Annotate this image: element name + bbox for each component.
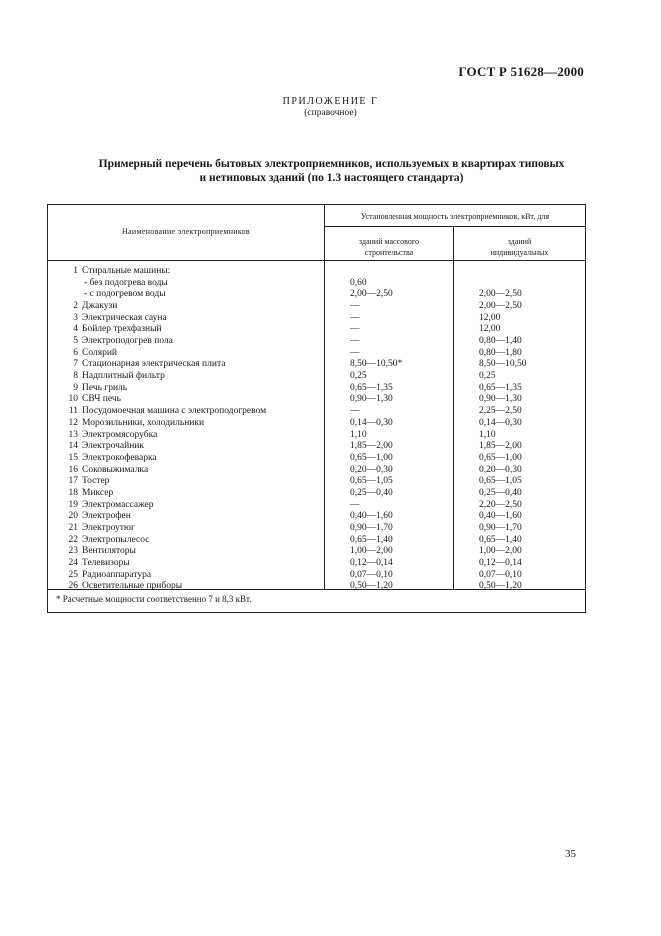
power-mass-buildings: 0,12—0,14 [350, 558, 393, 568]
table-row [48, 465, 587, 477]
table-row [48, 570, 587, 582]
appliance-name: Бойлер трехфазный [82, 324, 162, 335]
power-mass-buildings: 0,20—0,30 [350, 464, 393, 475]
power-mass-buildings: 8,50—10,50* [350, 359, 403, 370]
power-mass-buildings: 0,65—1,35 [350, 382, 393, 393]
appliance-name: Соковыжималка [82, 464, 149, 475]
table-row [48, 546, 587, 558]
power-mass-buildings: 1,10 [350, 429, 367, 440]
row-number: 23 [68, 546, 78, 557]
appliance-name: Электроподогрев пола [82, 336, 173, 347]
power-individual-buildings: 0,80—1,80 [479, 347, 522, 358]
row-number: 14 [68, 441, 78, 452]
table-row [48, 581, 587, 593]
header-text: зданий [507, 237, 532, 246]
appliance-name: Электроутюг [82, 522, 135, 533]
power-mass-buildings: 0,65—1,40 [350, 534, 393, 545]
power-individual-buildings: 1,00—2,00 [479, 546, 522, 557]
row-number: 24 [68, 558, 78, 568]
standard-number: ГОСТ Р 51628—2000 [458, 64, 584, 79]
row-number: 21 [68, 522, 78, 533]
table-row [48, 324, 587, 336]
table-row [48, 394, 587, 406]
row-number: 11 [68, 406, 78, 417]
row-number: 22 [68, 534, 78, 545]
power-individual-buildings: 2,00—2,50 [479, 289, 522, 300]
power-individual-buildings: 0,90—1,30 [479, 394, 522, 405]
table-row [48, 535, 587, 547]
appliance-name: Электрофен [82, 511, 131, 522]
row-number: 20 [68, 511, 78, 522]
power-individual-buildings: 1,85—2,00 [479, 441, 522, 452]
table-row [48, 406, 587, 418]
power-mass-buildings: 0,50—1,20 [350, 581, 393, 592]
row-number: 8 [73, 371, 78, 382]
appliance-name: Стационарная электрическая плита [82, 359, 226, 370]
column-header-power: Установленная мощность электроприемников, кВт, для [360, 212, 550, 221]
appliance-name: Тостер [82, 476, 110, 487]
power-individual-buildings: 0,50—1,20 [479, 581, 522, 592]
table-row [48, 289, 587, 301]
appliance-name: Солярий [82, 347, 117, 358]
appliance-name: Надплитный фильтр [82, 371, 165, 382]
row-number: 17 [68, 476, 78, 487]
header-text: строительства [364, 248, 414, 257]
power-individual-buildings: 12,00 [479, 312, 501, 323]
power-mass-buildings: 0,90—1,70 [350, 522, 393, 533]
row-number: 5 [73, 336, 78, 347]
power-mass-buildings: 0,25 [350, 371, 367, 382]
subheader-divider [325, 226, 585, 227]
appliance-name: Электропылесос [82, 534, 150, 545]
row-number: 10 [68, 394, 78, 405]
table-row [48, 488, 587, 500]
column-header-mass-buildings [325, 236, 453, 258]
power-individual-buildings: 0,25 [479, 371, 496, 382]
footnote: * Расчетные мощности соответственно 7 и 8,3 кВт. [56, 594, 252, 604]
table-row [48, 523, 587, 535]
appliance-name: Вентиляторы [82, 546, 136, 557]
power-mass-buildings: 0,90—1,30 [350, 394, 393, 405]
row-number: 9 [73, 382, 78, 393]
appliance-name: Посудомоечная машина с электроподогревом [82, 406, 267, 417]
table-row [48, 348, 587, 360]
appendix-subtitle: (справочное) [304, 108, 357, 118]
header-text: зданий массового [359, 237, 419, 246]
table-row [48, 511, 587, 523]
table-row [48, 313, 587, 325]
row-number: 7 [73, 359, 78, 370]
appliance-name: Печь гриль [82, 382, 128, 393]
power-mass-buildings: 0,14—0,30 [350, 417, 393, 428]
power-individual-buildings: 0,65—1,40 [479, 534, 522, 545]
power-individual-buildings: 1,10 [479, 429, 496, 440]
appliance-name: Миксер [82, 487, 114, 498]
power-individual-buildings: 12,00 [479, 324, 501, 335]
power-individual-buildings: 0,14—0,30 [479, 417, 522, 428]
row-number: 6 [73, 347, 78, 358]
power-mass-buildings: 0,65—1,05 [350, 476, 393, 487]
power-individual-buildings: 0,40—1,60 [479, 511, 522, 522]
table-row [48, 278, 587, 290]
appliance-name: Джакузи [82, 301, 118, 312]
appliance-name: Электромассажер [82, 499, 154, 510]
row-number: 15 [68, 452, 78, 463]
power-mass-buildings: — [350, 406, 360, 417]
appliances-table [47, 204, 586, 613]
title-line-2: и нетиповых зданий (по 1.3 настоящего стандарта) [199, 172, 464, 184]
power-mass-buildings: 0,25—0,40 [350, 487, 393, 498]
appliance-name: Стиральные машины: [82, 266, 171, 276]
appendix-title: ПРИЛОЖЕНИЕ Г [282, 96, 379, 107]
header-divider [48, 260, 585, 261]
appliance-name: Радиоаппаратура [82, 569, 152, 580]
power-mass-buildings: — [350, 336, 360, 347]
appliance-name: - с подогревом воды [84, 289, 166, 300]
power-individual-buildings: 0,20—0,30 [479, 464, 522, 475]
table-row [48, 558, 587, 570]
power-individual-buildings: 8,50—10,50 [479, 359, 527, 370]
power-mass-buildings: 0,60 [350, 277, 367, 288]
power-individual-buildings: 0,80—1,40 [479, 336, 522, 347]
row-number: 25 [68, 569, 78, 580]
power-individual-buildings: 0,65—1,05 [479, 476, 522, 487]
row-number: 2 [73, 301, 78, 312]
row-number: 3 [73, 312, 78, 323]
appliance-name: СВЧ печь [82, 394, 121, 405]
table-row [48, 441, 587, 453]
power-mass-buildings: 2,00—2,50 [350, 289, 393, 300]
table-row [48, 371, 587, 383]
column-header-name: Наименование электроприемников [121, 227, 251, 236]
table-row [48, 359, 587, 371]
appliance-name: - без подогрева воды [84, 277, 168, 288]
table-row [48, 430, 587, 442]
power-mass-buildings: — [350, 324, 360, 335]
header-text: индивидуальных [490, 248, 549, 257]
power-mass-buildings: 0,65—1,00 [350, 452, 393, 463]
table-row [48, 301, 587, 313]
power-mass-buildings: 0,40—1,60 [350, 511, 393, 522]
row-number: 16 [68, 464, 78, 475]
power-individual-buildings: 0,90—1,70 [479, 522, 522, 533]
title-line-1: Примерный перечень бытовых электроприемников, используемых в квартирах типовых [98, 158, 565, 170]
power-mass-buildings: 1,00—2,00 [350, 546, 393, 557]
column-header-individual-buildings [454, 236, 585, 258]
power-individual-buildings: 2,00—2,50 [479, 301, 522, 312]
appliance-name: Электромясорубка [82, 429, 158, 440]
appliance-name: Осветительные приборы [82, 581, 183, 592]
power-mass-buildings: 1,85—2,00 [350, 441, 393, 452]
power-individual-buildings: 0,65—1,00 [479, 452, 522, 463]
power-mass-buildings: — [350, 312, 360, 323]
document-title [60, 157, 603, 185]
power-mass-buildings: — [350, 347, 360, 358]
row-number: 1 [73, 266, 78, 276]
power-mass-buildings: 0,07—0,10 [350, 569, 393, 580]
power-individual-buildings: 2,25—2,50 [479, 406, 522, 417]
appliance-name: Электрическая сауна [82, 312, 167, 323]
row-number: 26 [68, 581, 78, 592]
row-number: 19 [68, 499, 78, 510]
power-individual-buildings: 0,25—0,40 [479, 487, 522, 498]
power-mass-buildings: — [350, 499, 360, 510]
table-row [48, 476, 587, 488]
appliance-name: Электрокофеварка [82, 452, 157, 463]
page-number: 35 [565, 848, 576, 860]
row-number: 18 [68, 487, 78, 498]
table-row [48, 418, 587, 430]
power-individual-buildings: 0,07—0,10 [479, 569, 522, 580]
table-row [48, 500, 587, 512]
power-individual-buildings: 2,20—2,50 [479, 499, 522, 510]
appliance-name: Морозильники, холодильники [82, 417, 205, 428]
row-number: 12 [68, 417, 78, 428]
row-number: 4 [73, 324, 78, 335]
table-row [48, 383, 587, 395]
power-individual-buildings: 0,12—0,14 [479, 558, 522, 568]
appliance-name: Телевизоры [82, 558, 130, 568]
table-row [48, 453, 587, 465]
power-individual-buildings: 0,65—1,35 [479, 382, 522, 393]
table-row [48, 336, 587, 348]
power-mass-buildings: — [350, 301, 360, 312]
appliance-name: Электрочайник [82, 441, 144, 452]
row-number: 13 [68, 429, 78, 440]
table-row [48, 266, 587, 278]
